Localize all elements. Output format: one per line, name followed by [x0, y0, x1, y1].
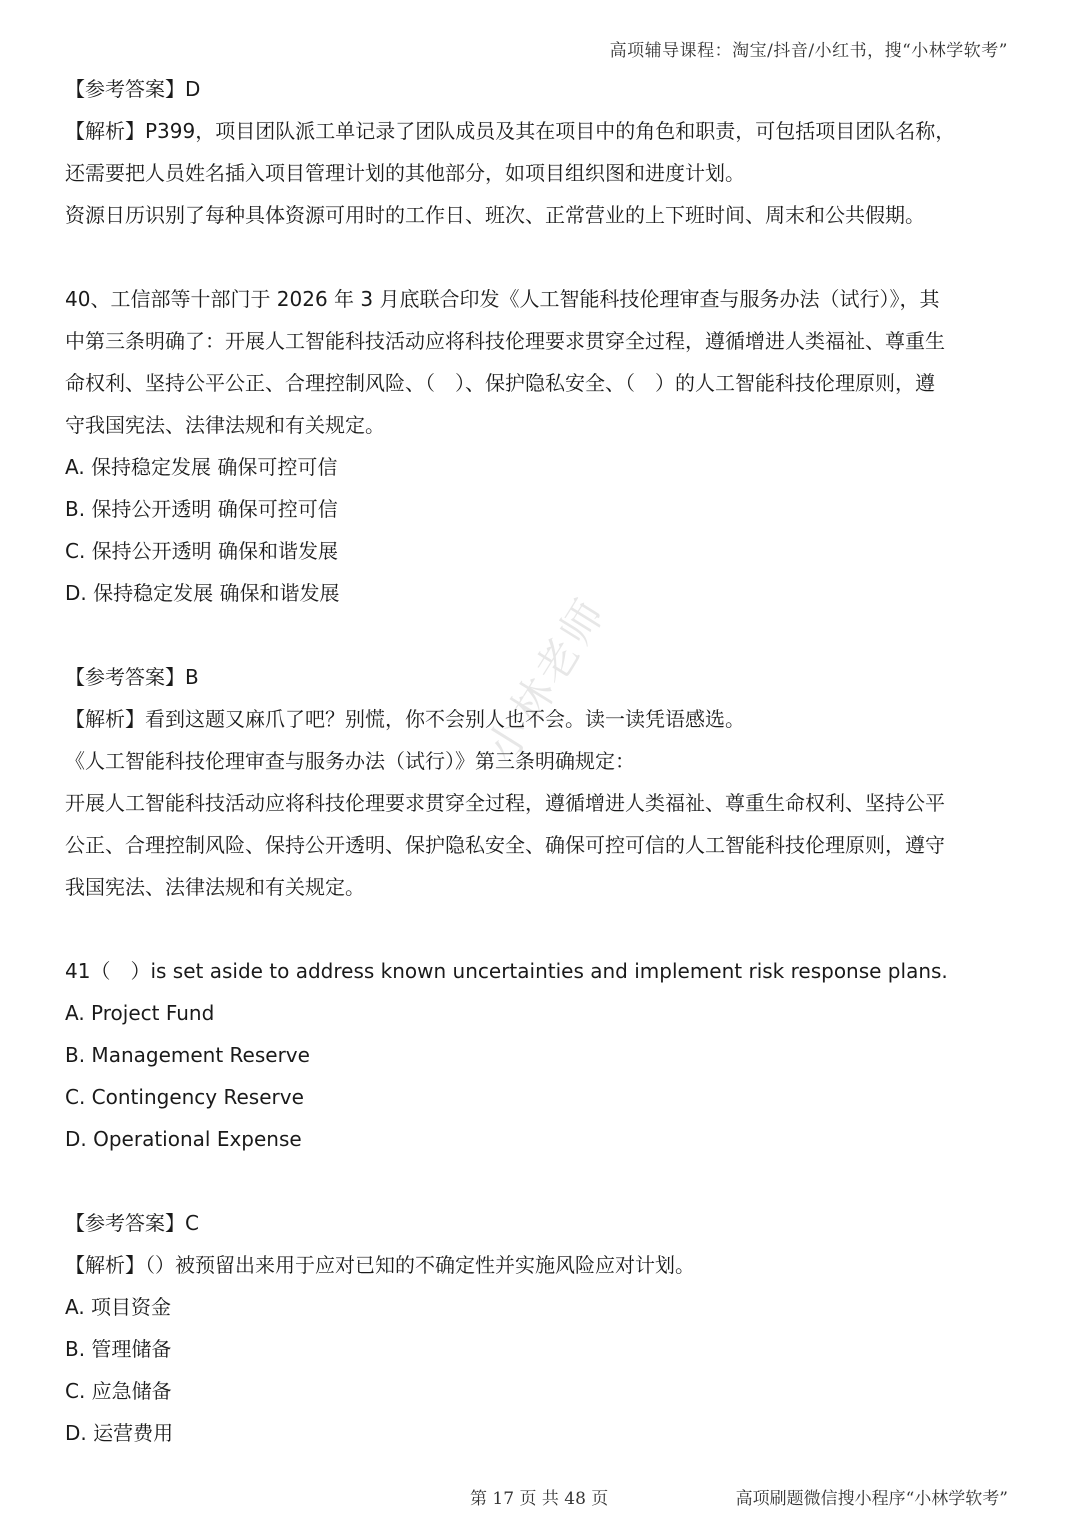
analysis-40-line-3: 开展人工智能科技活动应将科技伦理要求贯穿全过程，遵循增进人类福祉、尊重生命权利、坚持公平	[65, 791, 945, 815]
question-41-stem: 41（ ）is set aside to address known uncertainties and implement risk response plans.	[65, 959, 948, 983]
page-number: 第 17 页 共 48 页	[470, 1489, 609, 1509]
question-40-line-3: 命权利、坚持公平公正、合理控制风险、（ ）、保护隐私安全、（ ）的人工智能科技伦理原则，遵	[65, 371, 935, 395]
question-41-option-d: D. Operational Expense	[65, 1127, 302, 1151]
analysis-39-line-1: 【解析】P399，项目团队派工单记录了团队成员及其在项目中的角色和职责，可包括项目团队名称，	[65, 119, 956, 143]
header-note: 高项辅导课程：淘宝/抖音/小红书，搜“小林学软考”	[609, 41, 1008, 61]
page-content	[65, 68, 1017, 1454]
answer-39: 【参考答案】D	[65, 77, 201, 101]
footer-note: 高项刷题微信搜小程序“小林学软考”	[735, 1489, 1008, 1509]
analysis-39-line-2: 还需要把人员姓名插入项目管理计划的其他部分，如项目组织图和进度计划。	[65, 161, 745, 185]
question-40-option-a: A. 保持稳定发展 确保可控可信	[65, 455, 338, 479]
question-41-option-b: B. Management Reserve	[65, 1043, 310, 1067]
question-40-line-2: 中第三条明确了：开展人工智能科技活动应将科技伦理要求贯穿全过程，遵循增进人类福祉、尊重生	[65, 329, 945, 353]
translation-41-c: C. 应急储备	[65, 1379, 172, 1403]
analysis-40-line-1: 【解析】看到这题又麻爪了吧？别慌，你不会别人也不会。读一读凭语感选。	[65, 707, 745, 731]
translation-41-b: B. 管理储备	[65, 1337, 172, 1361]
analysis-39-line-3: 资源日历识别了每种具体资源可用时的工作日、班次、正常营业的上下班时间、周末和公共假期。	[65, 203, 925, 227]
answer-41: 【参考答案】C	[65, 1211, 199, 1235]
question-40-option-d: D. 保持稳定发展 确保和谐发展	[65, 581, 340, 605]
analysis-40-line-4: 公正、合理控制风险、保持公开透明、保护隐私安全、确保可控可信的人工智能科技伦理原则，遵守	[65, 833, 945, 857]
question-40-line-4: 守我国宪法、法律法规和有关规定。	[65, 413, 385, 437]
question-40-option-b: B. 保持公开透明 确保可控可信	[65, 497, 338, 521]
watermark: 小林老师	[476, 588, 616, 771]
analysis-41: 【解析】（）被预留出来用于应对已知的不确定性并实施风险应对计划。	[65, 1253, 695, 1277]
translation-41-a: A. 项目资金	[65, 1295, 172, 1319]
question-41-option-c: C. Contingency Reserve	[65, 1085, 304, 1109]
analysis-40-line-2: 《人工智能科技伦理审查与服务办法（试行）》第三条明确规定：	[65, 749, 635, 773]
question-40-option-c: C. 保持公开透明 确保和谐发展	[65, 539, 339, 563]
analysis-40-line-5: 我国宪法、法律法规和有关规定。	[65, 875, 365, 899]
question-40-line-1: 40、工信部等十部门于 2026 年 3 月底联合印发《人工智能科技伦理审查与服务办法（试行）》，其	[65, 287, 940, 311]
translation-41-d: D. 运营费用	[65, 1421, 174, 1445]
answer-40: 【参考答案】B	[65, 665, 199, 689]
question-41-option-a: A. Project Fund	[65, 1001, 215, 1025]
